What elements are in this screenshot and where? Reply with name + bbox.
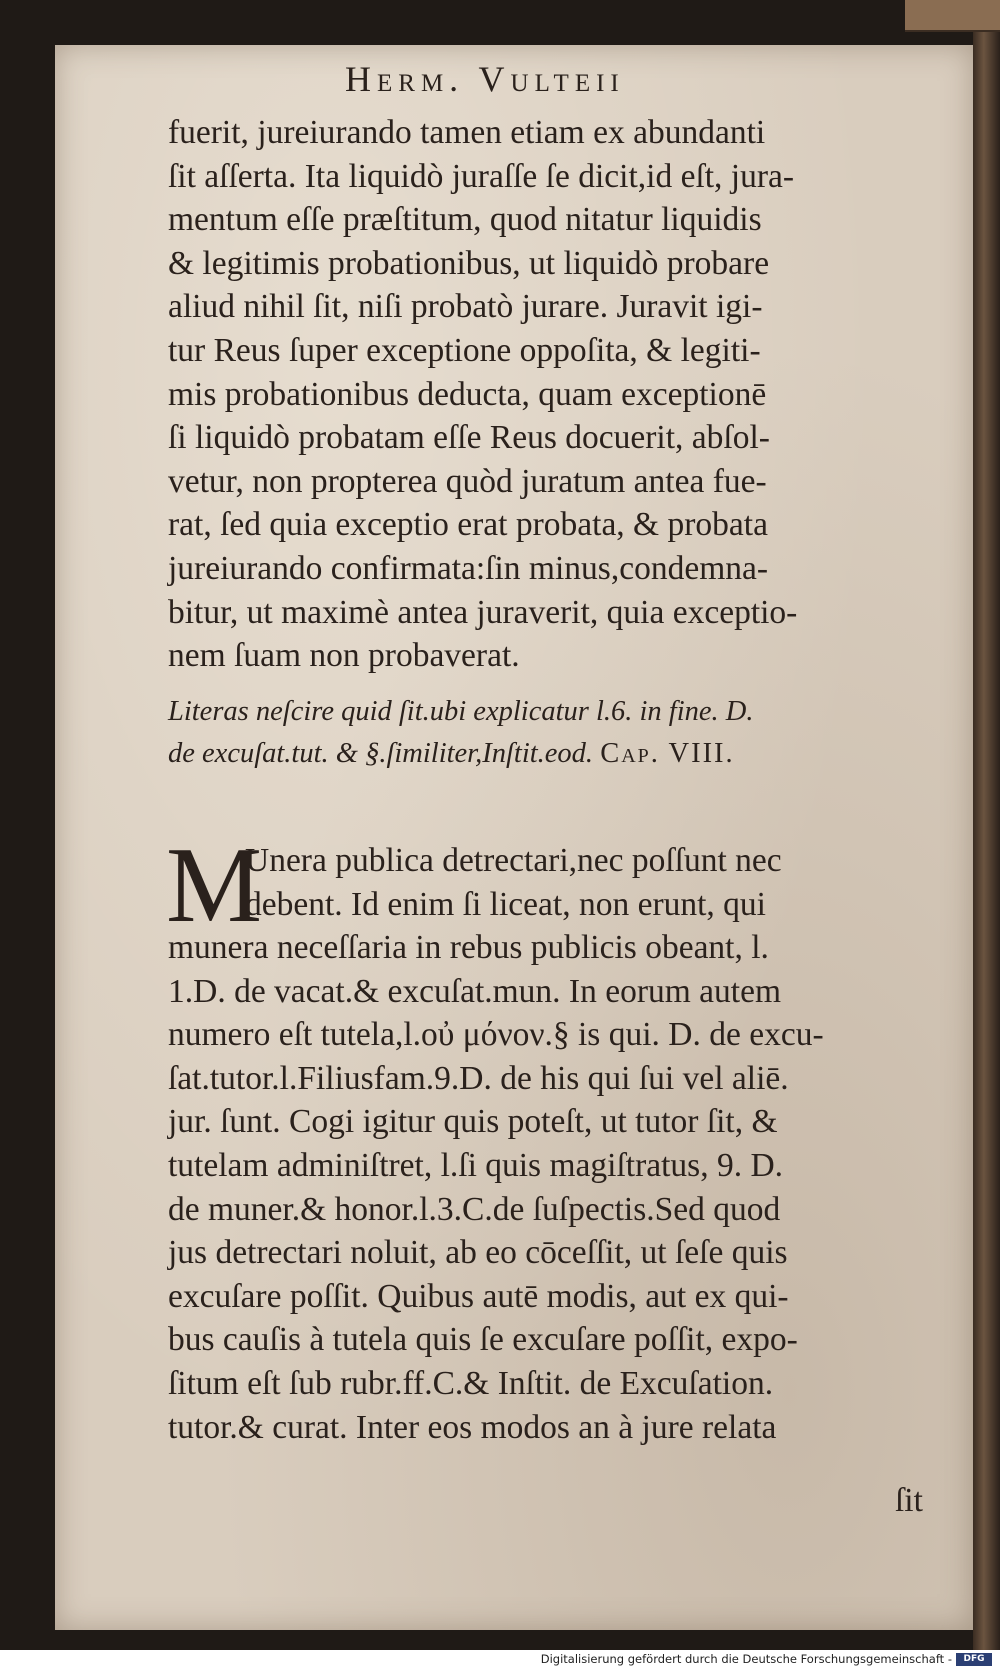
text-line: aliud nihil ſit, niſi probatò jurare. Juravit igi- [168, 288, 763, 326]
running-header: Herm. Vulteii [345, 59, 625, 99]
text-line: ſit aſſerta. Ita liquidò juraſſe ſe dicit,id eſt, jura- [168, 157, 795, 195]
text-line: jur. ſunt. Cogi igitur quis poteſt, ut tutor ſit, & [168, 1103, 778, 1141]
text-line: & legitimis probationibus, ut liquidò probare [168, 244, 770, 282]
text-line: de muner.& honor.l.3.C.de ſuſpectis.Sed quod [168, 1190, 781, 1228]
drop-capital: M [166, 826, 263, 945]
text-line: munera neceſſaria in rebus publicis obeant, l. [168, 929, 769, 966]
chapter-heading-line-1: Literas neſcire quid ſit.ubi explicatur l.6. in fine. D. [168, 696, 754, 727]
text-line: jus detrectari noluit, ab eo cōceſſit, ut ſeſe quis [168, 1234, 788, 1272]
text-line: numero eſt tutela,l.οὐ μόνον.§ is qui. D. de excu- [168, 1016, 824, 1054]
text-line: tutor.& curat. Inter eos modos an à jure relata [168, 1408, 777, 1446]
chapter-heading-text: de excuſat.tut. & §.ſimiliter,Inſtit.eod. [168, 738, 594, 769]
text-line: bus cauſis à tutela quis ſe excuſare poſſit, expo- [168, 1321, 798, 1359]
text-line: ſi liquidò probatam eſſe Reus docuerit, abſol- [168, 419, 770, 457]
text-line: vetur, non propterea quòd juratum antea fue- [168, 462, 767, 500]
text-line: tutelam adminiſtret, l.ſi quis magiſtratus, 9. D. [168, 1147, 784, 1184]
text-line: mis probationibus deducta, quam exceptionē [168, 375, 767, 413]
chapter-number: Cap. VIII. [600, 738, 735, 769]
text-line: debent. Id enim ſi liceat, non erunt, qui [245, 885, 766, 923]
book-binding-corner [905, 0, 1000, 32]
book-binding-edge [973, 0, 1000, 1650]
text-line: 1.D. de vacat.& excuſat.mun. In eorum autem [168, 972, 782, 1010]
chapter-heading-line-2 [168, 738, 735, 770]
text-line: Unera publica detrectari,nec poſſunt nec [245, 842, 782, 879]
text-line: mentum eſſe præſtitum, quod nitatur liquidis [168, 201, 762, 239]
text-line: bitur, ut maximè antea juraverit, quia exceptio- [168, 593, 798, 631]
text-line: nem ſuam non probaverat. [168, 637, 520, 675]
dfg-logo: DFG [956, 1653, 992, 1666]
funding-credit: Digitalisierung gefördert durch die Deutsche Forschungsgemeinschaft - [540, 1652, 952, 1666]
text-line: jureiurando confirmata:ſin minus,condemna- [168, 550, 769, 587]
text-line: excuſare poſſit. Quibus autē modis, aut ex qui- [168, 1277, 789, 1315]
text-line: fuerit, jureiurando tamen etiam ex abundanti [168, 114, 766, 151]
digitization-footer [0, 1650, 1000, 1670]
text-line: rat, ſed quia exceptio erat probata, & probata [168, 506, 768, 544]
catchword: ſit [895, 1482, 923, 1519]
text-line: ſat.tutor.l.Filiusfam.9.D. de his qui ſui vel aliē. [168, 1059, 789, 1097]
text-line: tur Reus ſuper exceptione oppoſita, & legiti- [168, 332, 761, 369]
text-line: ſitum eſt ſub rubr.ff.C.& Inſtit. de Excuſation. [168, 1365, 774, 1402]
